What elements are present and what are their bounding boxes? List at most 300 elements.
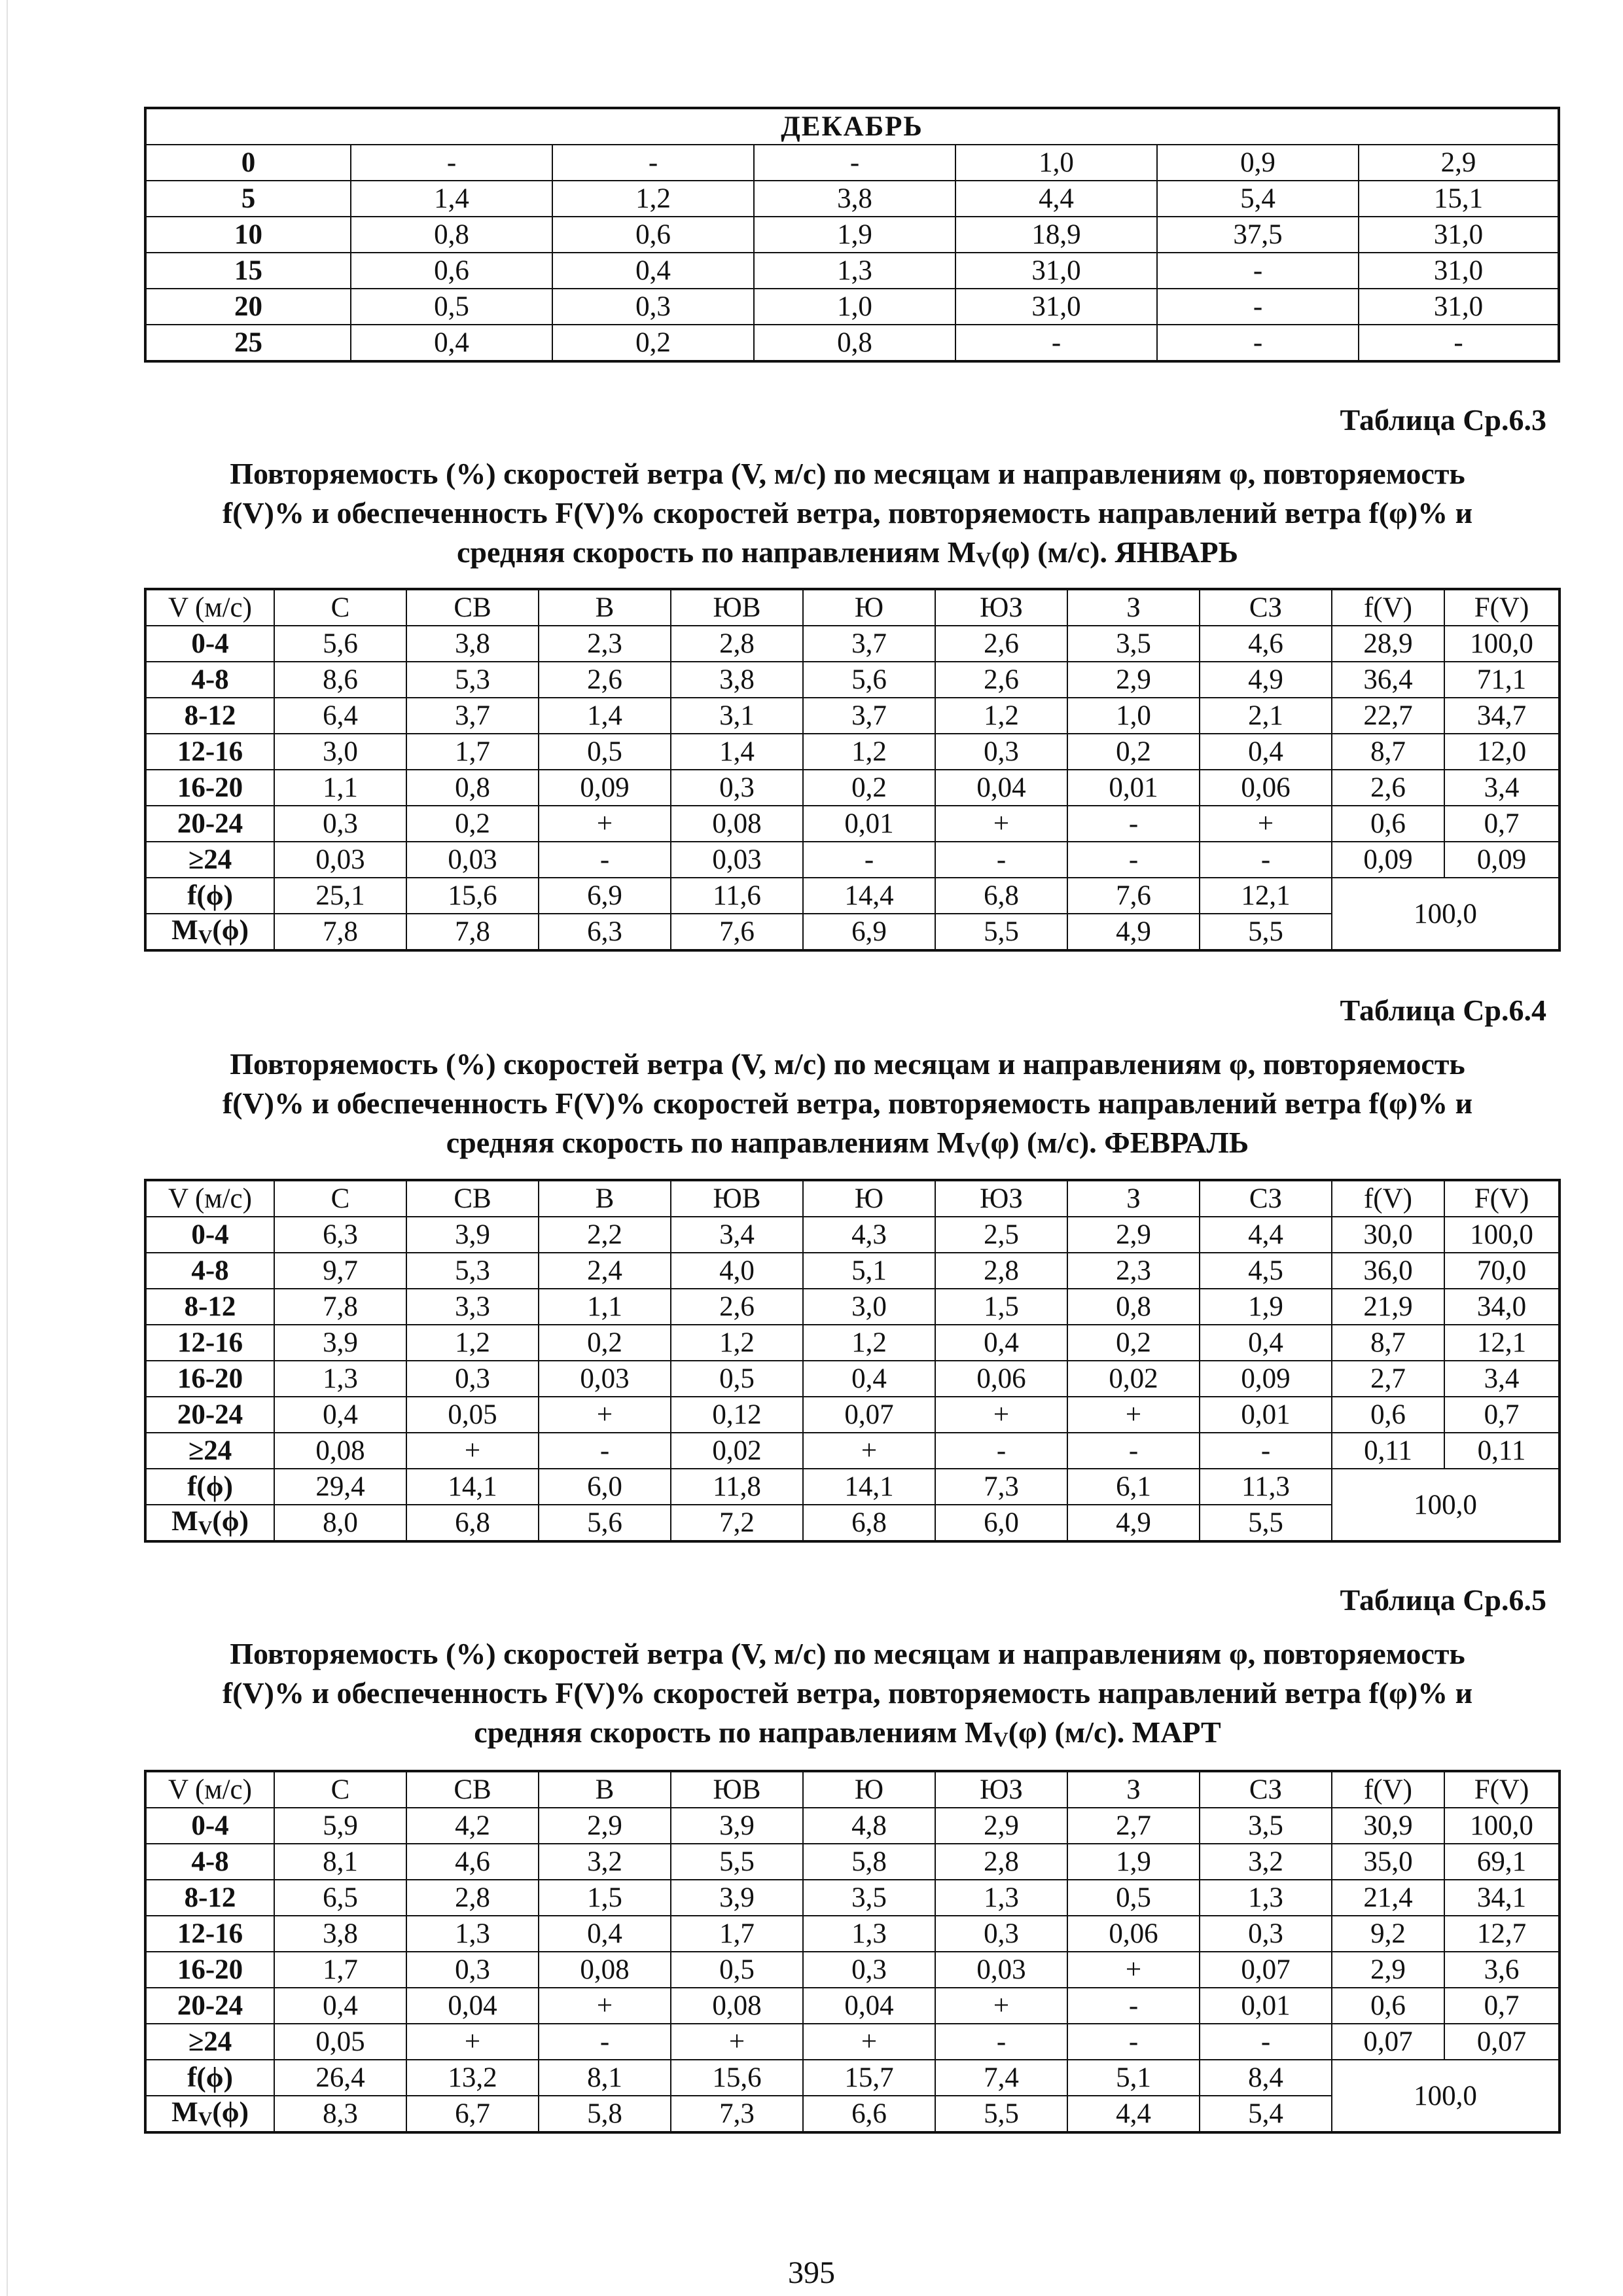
table-cell: 8,7 xyxy=(1332,1325,1444,1361)
table-cell: 5,4 xyxy=(1157,181,1359,217)
table-cell: + xyxy=(1067,1397,1200,1433)
table-cell: 14,4 xyxy=(803,878,935,914)
table-cell: 1,4 xyxy=(351,181,552,217)
row-label: 0-4 xyxy=(145,1217,274,1253)
table-row xyxy=(145,1988,1560,2024)
table-cell: 1,2 xyxy=(935,698,1067,734)
table-cell: 0,5 xyxy=(1067,1880,1200,1916)
table-cell: 6,1 xyxy=(1067,1469,1200,1505)
table-cell: 0,02 xyxy=(1067,1361,1200,1397)
table-cell: 0,6 xyxy=(552,217,754,253)
january-table xyxy=(144,588,1561,952)
table-cell: 0,01 xyxy=(1067,770,1200,806)
table-cell: 0,6 xyxy=(1332,1988,1444,2024)
table-cell: 0,07 xyxy=(803,1397,935,1433)
table-row xyxy=(145,325,1559,361)
page-number: 395 xyxy=(788,2255,835,2290)
table-cell: 0,7 xyxy=(1444,806,1560,842)
table-cell: - xyxy=(1067,806,1200,842)
table-cell: 34,1 xyxy=(1444,1880,1560,1916)
table-cell: 2,9 xyxy=(935,1808,1067,1844)
table-cell: 7,6 xyxy=(1067,878,1200,914)
table-cell: 0,3 xyxy=(671,770,803,806)
table-cell: - xyxy=(955,325,1157,361)
table-cell: 5,1 xyxy=(803,1253,935,1289)
table-cell: + xyxy=(671,2024,803,2060)
table-cell: 5,3 xyxy=(406,662,539,698)
table-cell: 0,4 xyxy=(1200,734,1332,770)
table-cell: 30,9 xyxy=(1332,1808,1444,1844)
table-cell: 1,0 xyxy=(754,289,955,325)
table-cell: 0,5 xyxy=(539,734,671,770)
table-cell: 8,4 xyxy=(1200,2060,1332,2096)
table-cell: 2,6 xyxy=(1332,770,1444,806)
column-header: Ю xyxy=(803,589,935,626)
table-cell: 0,06 xyxy=(1067,1916,1200,1952)
table-cell: 5,8 xyxy=(803,1844,935,1880)
table-cell: 2,9 xyxy=(1332,1952,1444,1988)
table-cell: 0,06 xyxy=(1200,770,1332,806)
total-cell: 100,0 xyxy=(1332,1469,1560,1541)
table-cell: 2,9 xyxy=(539,1808,671,1844)
column-header: В xyxy=(539,1180,671,1217)
table-cell: 0,3 xyxy=(274,806,406,842)
table-cell: 5,6 xyxy=(803,662,935,698)
table-cell: 100,0 xyxy=(1444,1808,1560,1844)
table-cell: 1,9 xyxy=(754,217,955,253)
table-cell: 12,1 xyxy=(1200,878,1332,914)
row-label: 25 xyxy=(145,325,351,361)
table-cell: - xyxy=(1157,325,1359,361)
direction-frequency-row xyxy=(145,1469,1560,1505)
table-cell: 2,4 xyxy=(539,1253,671,1289)
table-cell: 0,4 xyxy=(274,1988,406,2024)
table-cell: 31,0 xyxy=(955,289,1157,325)
row-label: $M_V(\phi)$ xyxy=(145,1505,274,1541)
table-cell: - xyxy=(1359,325,1559,361)
table-cell: 7,8 xyxy=(406,914,539,950)
table-cell: 1,4 xyxy=(671,734,803,770)
table-cell: 0,6 xyxy=(1332,806,1444,842)
header-row xyxy=(145,1180,1560,1217)
row-label: $M_V(\phi)$ xyxy=(145,914,274,950)
table-cell: - xyxy=(754,145,955,181)
table-cell: 2,6 xyxy=(539,662,671,698)
table-cell: 0,2 xyxy=(1067,734,1200,770)
table-cell: 0,04 xyxy=(935,770,1067,806)
caption-line: f(V)% и обеспеченность F(V)% скоростей ветра, повторяемость направлений ветра f(φ)% и xyxy=(222,496,1473,529)
december-title-row xyxy=(145,108,1559,145)
row-label: 20-24 xyxy=(145,806,274,842)
table-cell: 0,7 xyxy=(1444,1988,1560,2024)
row-label: 8-12 xyxy=(145,1289,274,1325)
row-label: 12-16 xyxy=(145,734,274,770)
table-cell: 2,7 xyxy=(1332,1361,1444,1397)
table-cell: 4,8 xyxy=(803,1808,935,1844)
column-header: F(V) xyxy=(1444,1180,1560,1217)
table-cell: 0,9 xyxy=(1157,145,1359,181)
table-cell: 3,6 xyxy=(1444,1952,1560,1988)
table-row xyxy=(145,1916,1560,1952)
table-cell: 2,3 xyxy=(539,626,671,662)
table-cell: 5,5 xyxy=(1200,1505,1332,1541)
table-cell: 3,2 xyxy=(539,1844,671,1880)
table-cell: 3,8 xyxy=(406,626,539,662)
table-cell: 3,8 xyxy=(274,1916,406,1952)
table-row xyxy=(145,734,1560,770)
header-row xyxy=(145,589,1560,626)
table-cell: 1,9 xyxy=(1067,1844,1200,1880)
table-cell: 3,9 xyxy=(406,1217,539,1253)
table-cell: 3,9 xyxy=(274,1325,406,1361)
table-cell: 21,4 xyxy=(1332,1880,1444,1916)
table-row xyxy=(145,253,1559,289)
column-header: V (м/с) xyxy=(145,589,274,626)
direction-frequency-row xyxy=(145,878,1560,914)
table-cell: 30,0 xyxy=(1332,1217,1444,1253)
table-cell: 1,5 xyxy=(935,1289,1067,1325)
table-cell: 8,1 xyxy=(274,1844,406,1880)
row-label: f(ϕ) xyxy=(145,1469,274,1505)
column-header: Ю xyxy=(803,1771,935,1808)
table-cell: 12,1 xyxy=(1444,1325,1560,1361)
column-header: В xyxy=(539,1771,671,1808)
table-cell: 0,09 xyxy=(1444,842,1560,878)
column-header: СВ xyxy=(406,1180,539,1217)
table-cell: 6,6 xyxy=(803,2096,935,2132)
row-label: ≥24 xyxy=(145,2024,274,2060)
column-header: СВ xyxy=(406,1771,539,1808)
caption-line: средняя скорость по направлениям $M_V(\varphi)$ (м/с). ФЕВРАЛЬ xyxy=(446,1126,1249,1162)
table-cell: 0,07 xyxy=(1444,2024,1560,2060)
table-cell: + xyxy=(935,1988,1067,2024)
table-cell: - xyxy=(539,1433,671,1469)
table-cell: 5,4 xyxy=(1200,2096,1332,2132)
table-cell: 0,4 xyxy=(803,1361,935,1397)
table-cell: 0,03 xyxy=(935,1952,1067,1988)
table-row xyxy=(145,842,1560,878)
table-cell: 6,7 xyxy=(406,2096,539,2132)
december-month-label: ДЕКАБРЬ xyxy=(145,108,1559,145)
column-header: f(V) xyxy=(1332,589,1444,626)
column-header: ЮЗ xyxy=(935,1771,1067,1808)
table-cell: + xyxy=(539,1397,671,1433)
table-cell: 34,0 xyxy=(1444,1289,1560,1325)
total-cell: 100,0 xyxy=(1332,878,1560,950)
table-row xyxy=(145,806,1560,842)
table-cell: 36,0 xyxy=(1332,1253,1444,1289)
column-header: ЮЗ xyxy=(935,1180,1067,1217)
column-header: СЗ xyxy=(1200,1771,1332,1808)
table-cell: 0,2 xyxy=(406,806,539,842)
table-cell: 0,6 xyxy=(351,253,552,289)
table-cell: 6,5 xyxy=(274,1880,406,1916)
row-label: 5 xyxy=(145,181,351,217)
table-cell: 71,1 xyxy=(1444,662,1560,698)
table-cell: 3,9 xyxy=(671,1808,803,1844)
table-cell: 3,7 xyxy=(406,698,539,734)
table-cell: 2,9 xyxy=(1067,662,1200,698)
table-cell: - xyxy=(1200,2024,1332,2060)
table-cell: 7,4 xyxy=(935,2060,1067,2096)
table-cell: - xyxy=(1067,2024,1200,2060)
table-row xyxy=(145,770,1560,806)
table-cell: + xyxy=(406,2024,539,2060)
table-cell: 9,7 xyxy=(274,1253,406,1289)
table-cell: 0,4 xyxy=(552,253,754,289)
table-cell: 2,1 xyxy=(1200,698,1332,734)
table-cell: + xyxy=(539,1988,671,2024)
table-cell: 3,4 xyxy=(1444,1361,1560,1397)
table-cell: 6,0 xyxy=(539,1469,671,1505)
table-cell: 0,4 xyxy=(351,325,552,361)
table-cell: 4,9 xyxy=(1200,662,1332,698)
table-cell: 11,6 xyxy=(671,878,803,914)
table-cell: 2,3 xyxy=(1067,1253,1200,1289)
table-cell: 0,4 xyxy=(539,1916,671,1952)
table-cell: 0,03 xyxy=(539,1361,671,1397)
table-cell: 6,8 xyxy=(406,1505,539,1541)
table-cell: 1,7 xyxy=(274,1952,406,1988)
column-header: Ю xyxy=(803,1180,935,1217)
column-header: СВ xyxy=(406,589,539,626)
table-cell: - xyxy=(552,145,754,181)
table-cell: 5,1 xyxy=(1067,2060,1200,2096)
row-label: 20 xyxy=(145,289,351,325)
table-cell: 0,3 xyxy=(1200,1916,1332,1952)
table-cell: 0,11 xyxy=(1444,1433,1560,1469)
table-caption xyxy=(137,1634,1558,1759)
caption-line: Повторяемость (%) скоростей ветра (V, м/с) по месяцам и направлениям φ, повторяемость xyxy=(230,1637,1465,1670)
table-row xyxy=(145,1952,1560,1988)
table-cell: 28,9 xyxy=(1332,626,1444,662)
column-header: F(V) xyxy=(1444,1771,1560,1808)
table-cell: + xyxy=(1200,806,1332,842)
row-label: $M_V(\phi)$ xyxy=(145,2096,274,2132)
table-cell: 0,4 xyxy=(1200,1325,1332,1361)
table-cell: 0,05 xyxy=(406,1397,539,1433)
column-header: С xyxy=(274,1180,406,1217)
table-row xyxy=(145,1397,1560,1433)
table-row xyxy=(145,1361,1560,1397)
table-cell: 0,3 xyxy=(935,734,1067,770)
table-cell: 11,8 xyxy=(671,1469,803,1505)
column-header: СЗ xyxy=(1200,1180,1332,1217)
table-cell: 0,2 xyxy=(803,770,935,806)
table-cell: 3,8 xyxy=(671,662,803,698)
table-cell: 0,08 xyxy=(274,1433,406,1469)
direction-frequency-row xyxy=(145,2060,1560,2096)
table-cell: 3,0 xyxy=(274,734,406,770)
table-cell: 15,7 xyxy=(803,2060,935,2096)
table-row xyxy=(145,662,1560,698)
table-cell: 0,4 xyxy=(935,1325,1067,1361)
table-cell: + xyxy=(406,1433,539,1469)
table-cell: 2,2 xyxy=(539,1217,671,1253)
row-label: 12-16 xyxy=(145,1916,274,1952)
caption-line: Повторяемость (%) скоростей ветра (V, м/с) по месяцам и направлениям φ, повторяемость xyxy=(230,1047,1465,1081)
table-cell: 4,4 xyxy=(955,181,1157,217)
table-cell: 13,2 xyxy=(406,2060,539,2096)
table-cell: 26,4 xyxy=(274,2060,406,2096)
table-cell: 1,5 xyxy=(539,1880,671,1916)
table-cell: 0,5 xyxy=(671,1952,803,1988)
column-header: F(V) xyxy=(1444,589,1560,626)
caption-line: f(V)% и обеспеченность F(V)% скоростей ветра, повторяемость направлений ветра f(φ)% и xyxy=(222,1086,1473,1120)
table-cell: 0,3 xyxy=(803,1952,935,1988)
table-cell: 100,0 xyxy=(1444,1217,1560,1253)
row-label: 10 xyxy=(145,217,351,253)
row-label: 16-20 xyxy=(145,770,274,806)
table-cell: - xyxy=(935,842,1067,878)
table-cell: 8,1 xyxy=(539,2060,671,2096)
table-cell: 5,5 xyxy=(1200,914,1332,950)
table-cell: 0,4 xyxy=(274,1397,406,1433)
table-cell: 3,4 xyxy=(1444,770,1560,806)
table-cell: 0,01 xyxy=(803,806,935,842)
table-cell: 0,3 xyxy=(935,1916,1067,1952)
table-cell: 1,2 xyxy=(671,1325,803,1361)
table-row xyxy=(145,1325,1560,1361)
table-cell: 5,6 xyxy=(539,1505,671,1541)
table-cell: 0,05 xyxy=(274,2024,406,2060)
column-header: В xyxy=(539,589,671,626)
table-cell: 22,7 xyxy=(1332,698,1444,734)
table-cell: 9,2 xyxy=(1332,1916,1444,1952)
table-cell: 2,9 xyxy=(1359,145,1559,181)
table-cell: - xyxy=(351,145,552,181)
table-cell: 0,03 xyxy=(406,842,539,878)
column-header: З xyxy=(1067,589,1200,626)
table-cell: 31,0 xyxy=(1359,217,1559,253)
table-cell: 5,6 xyxy=(274,626,406,662)
table-cell: 5,3 xyxy=(406,1253,539,1289)
table-cell: 0,2 xyxy=(552,325,754,361)
table-cell: + xyxy=(1067,1952,1200,1988)
table-cell: 4,5 xyxy=(1200,1253,1332,1289)
table-cell: 7,2 xyxy=(671,1505,803,1541)
table-cell: - xyxy=(539,842,671,878)
table-cell: - xyxy=(539,2024,671,2060)
table-cell: 6,9 xyxy=(539,878,671,914)
table-cell: 0,5 xyxy=(351,289,552,325)
table-cell: 3,7 xyxy=(803,698,935,734)
total-cell: 100,0 xyxy=(1332,2060,1560,2132)
table-cell: 1,0 xyxy=(1067,698,1200,734)
table-cell: 0,11 xyxy=(1332,1433,1444,1469)
table-cell: 5,8 xyxy=(539,2096,671,2132)
table-cell: 100,0 xyxy=(1444,626,1560,662)
table-cell: 0,3 xyxy=(406,1361,539,1397)
table-cell: 29,4 xyxy=(274,1469,406,1505)
table-cell: 15,6 xyxy=(406,878,539,914)
table-cell: 0,8 xyxy=(406,770,539,806)
table-cell: 0,09 xyxy=(1332,842,1444,878)
table-cell: 4,0 xyxy=(671,1253,803,1289)
row-label: 4-8 xyxy=(145,1844,274,1880)
table-cell: 0,3 xyxy=(552,289,754,325)
table-cell: 1,9 xyxy=(1200,1289,1332,1325)
table-cell: 6,8 xyxy=(803,1505,935,1541)
table-cell: 2,8 xyxy=(935,1844,1067,1880)
table-cell: - xyxy=(935,2024,1067,2060)
table-cell: 1,7 xyxy=(406,734,539,770)
table-row xyxy=(145,2024,1560,2060)
row-label: 4-8 xyxy=(145,662,274,698)
table-cell: 8,7 xyxy=(1332,734,1444,770)
table-row xyxy=(145,1880,1560,1916)
table-cell: 0,02 xyxy=(671,1433,803,1469)
table-cell: 0,01 xyxy=(1200,1397,1332,1433)
row-label: 0-4 xyxy=(145,626,274,662)
table-cell: 0,8 xyxy=(351,217,552,253)
table-cell: 1,1 xyxy=(539,1289,671,1325)
table-cell: 3,8 xyxy=(754,181,955,217)
table-cell: 0,03 xyxy=(671,842,803,878)
column-header: ЮВ xyxy=(671,589,803,626)
row-label: 0 xyxy=(145,145,351,181)
table-cell: 1,4 xyxy=(539,698,671,734)
column-header: ЮВ xyxy=(671,1180,803,1217)
column-header: V (м/с) xyxy=(145,1180,274,1217)
table-row xyxy=(145,698,1560,734)
table-cell: - xyxy=(1067,1988,1200,2024)
scan-edge-line xyxy=(7,0,8,2296)
table-cell: 7,3 xyxy=(671,2096,803,2132)
table-cell: 18,9 xyxy=(955,217,1157,253)
caption-line: средняя скорость по направлениям $M_V(\varphi)$ (м/с). ЯНВАРЬ xyxy=(457,535,1238,571)
table-cell: 7,8 xyxy=(274,1289,406,1325)
column-header: С xyxy=(274,1771,406,1808)
table-cell: 0,07 xyxy=(1200,1952,1332,1988)
february-table xyxy=(144,1179,1561,1543)
table-cell: 2,6 xyxy=(935,662,1067,698)
table-cell: 0,8 xyxy=(1067,1289,1200,1325)
table-cell: 35,0 xyxy=(1332,1844,1444,1880)
table-cell: 2,8 xyxy=(406,1880,539,1916)
table-cell: 1,1 xyxy=(274,770,406,806)
table-cell: 4,9 xyxy=(1067,914,1200,950)
row-label: 20-24 xyxy=(145,1397,274,1433)
row-label: 0-4 xyxy=(145,1808,274,1844)
table-row xyxy=(145,1844,1560,1880)
row-label: f(ϕ) xyxy=(145,878,274,914)
table-cell: 5,5 xyxy=(671,1844,803,1880)
table-row xyxy=(145,289,1559,325)
table-cell: 3,0 xyxy=(803,1289,935,1325)
column-header: f(V) xyxy=(1332,1180,1444,1217)
column-header: ЮЗ xyxy=(935,589,1067,626)
table-cell: 37,5 xyxy=(1157,217,1359,253)
table-cell: 3,5 xyxy=(1200,1808,1332,1844)
table-cell: 31,0 xyxy=(1359,289,1559,325)
column-header: СЗ xyxy=(1200,589,1332,626)
caption-line: средняя скорость по направлениям $M_V(\varphi)$ (м/с). МАРТ xyxy=(474,1715,1221,1751)
table-cell: + xyxy=(935,1397,1067,1433)
table-cell: 1,0 xyxy=(955,145,1157,181)
table-cell: 7,8 xyxy=(274,914,406,950)
table-cell: 1,7 xyxy=(671,1916,803,1952)
table-cell: 14,1 xyxy=(803,1469,935,1505)
table-cell: 12,0 xyxy=(1444,734,1560,770)
table-cell: 21,9 xyxy=(1332,1289,1444,1325)
december-table xyxy=(144,107,1560,363)
column-header: f(V) xyxy=(1332,1771,1444,1808)
table-cell: 8,3 xyxy=(274,2096,406,2132)
table-row xyxy=(145,145,1559,181)
table-cell: 4,6 xyxy=(406,1844,539,1880)
row-label: 8-12 xyxy=(145,698,274,734)
